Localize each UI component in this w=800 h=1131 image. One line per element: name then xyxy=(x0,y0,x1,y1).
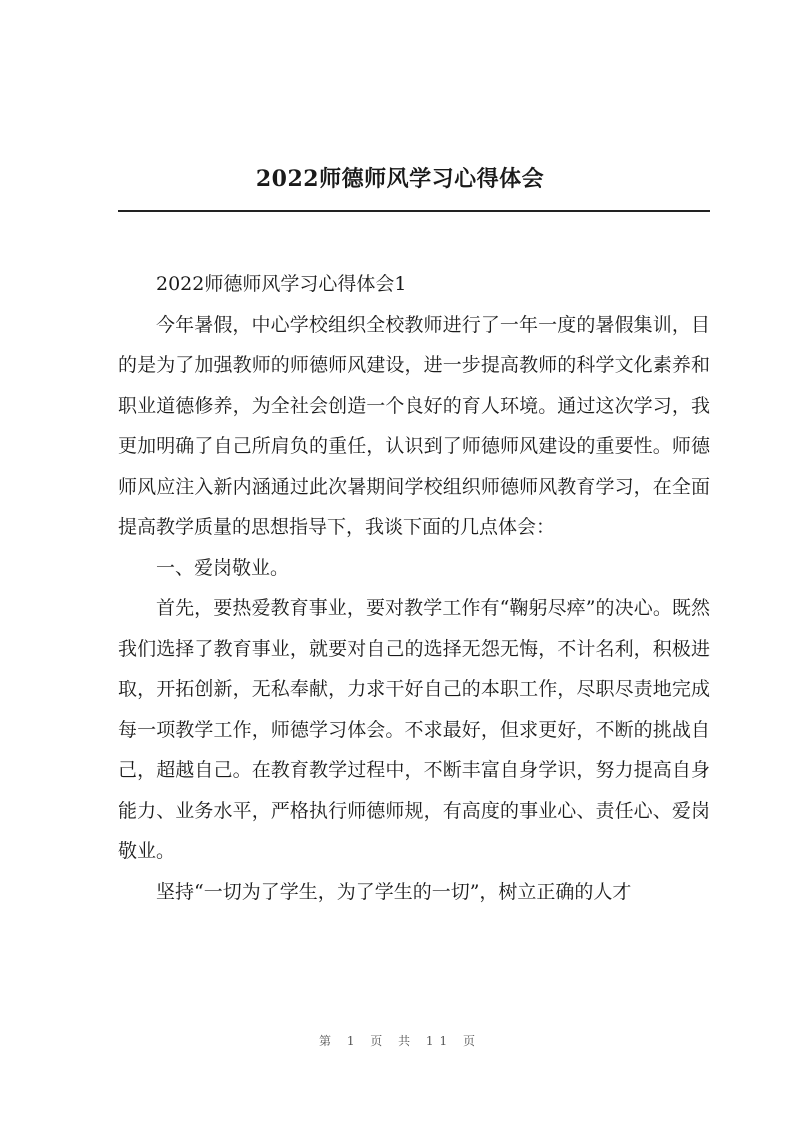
paragraph: 今年暑假，中心学校组织全校教师进行了一年一度的暑假集训，目的是为了加强教师的师德师风建设，进一步提高教师的科学文化素养和职业道德修养，为全社会创造一个良好的育人环境。通过这次学习，我更加明确了自己所肩负的重任，认识到了师德师风建设的重要性。师德师风应注入新内涵通过此次暑期间学校组织师德师风教育学习，在全面提高教学质量的思想指导下，我谈下面的几点体会： xyxy=(118,313,710,538)
document-title: 2022师德师风学习心得体会 xyxy=(255,166,545,192)
paragraph: 坚持“一切为了学生，为了学生的一切”，树立正确的人才 xyxy=(156,880,632,903)
section-heading: 2022师德师风学习心得体会1 xyxy=(156,273,407,295)
title-underline xyxy=(118,210,710,212)
document-body xyxy=(118,264,710,912)
paragraph: 首先，要热爱教育事业，要对教学工作有“鞠躬尽瘁”的决心。既然我们选择了教育事业，就要对自己的选择无怨无悔，不计名利，积极进取，开拓创新，无私奉献，力求干好自己的本职工作，尽职尽责地完成每一项教学工作，师德学习体会。不求最好，但求更好，不断的挑战自己，超越自己。在教育教学过程中，不断丰富自身学识，努力提高自身能力、业务水平，严格执行师德师规，有高度的事业心、责任心、爱岗敬业。 xyxy=(118,597,710,862)
subsection-heading: 一、爱岗敬业。 xyxy=(156,556,290,579)
page-number-footer: 第 1 页 共 11 页 xyxy=(319,1034,481,1048)
